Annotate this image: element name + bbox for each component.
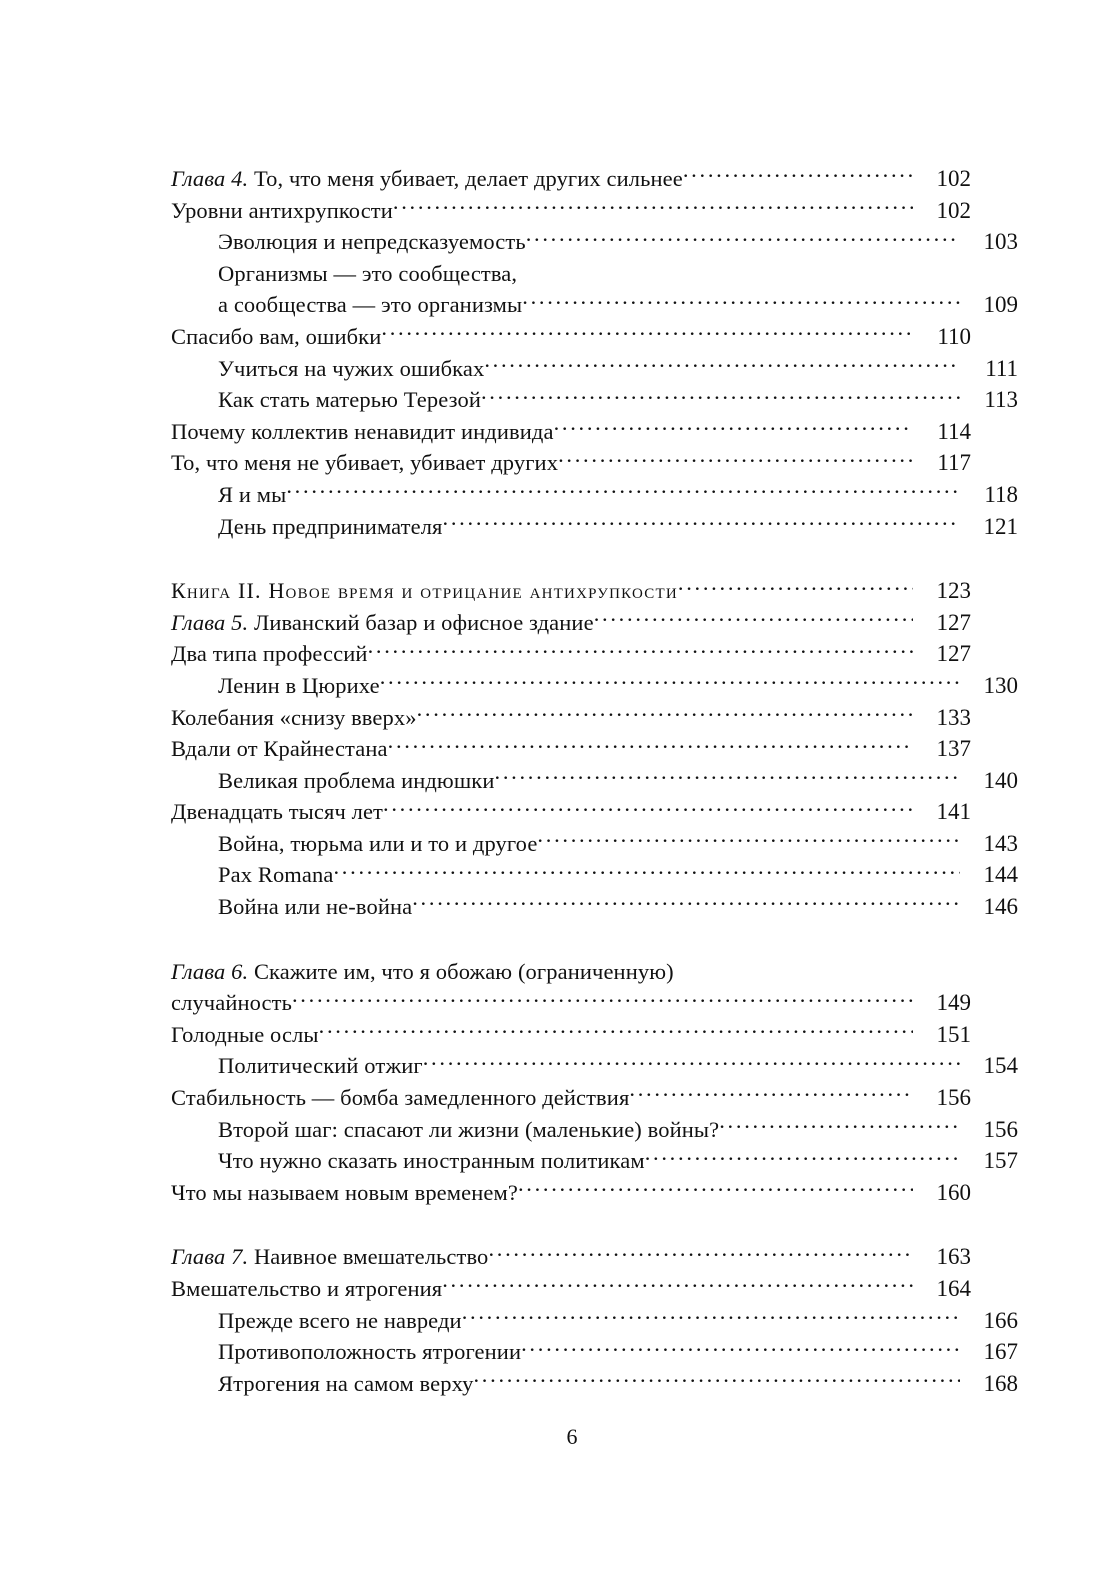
toc-entry[interactable] [171,289,1018,321]
toc-entry-title [218,1305,462,1337]
toc-entry[interactable] [171,447,971,479]
toc-dot-leader [521,1337,960,1360]
toc-entry[interactable] [171,195,971,227]
toc-dot-leader [381,321,913,344]
toc-entry-text: Книга II. Новое время и отрицание антихрупкости [171,578,678,604]
toc-entry[interactable] [171,1241,971,1273]
toc-dot-leader [558,448,913,471]
toc-entry-title [171,607,594,639]
toc-entry[interactable] [171,416,971,448]
toc-entry[interactable] [171,479,1018,511]
toc-entry-title [171,321,381,353]
toc-entry-title [218,891,412,923]
toc-dot-leader [393,195,913,218]
toc-entry-page-number: 157 [983,1148,1018,1174]
toc-entry-text: Голодные ослы [171,1021,319,1047]
toc-entry-page-number: 164 [936,1276,971,1301]
toc-dot-leader [292,988,913,1011]
toc-entry-title [171,575,678,607]
toc-entry[interactable] [171,1019,971,1051]
folio-number: 6 [566,1424,578,1449]
toc-entry-text: То, что меня не убивает, убивает других [171,450,559,476]
toc-entry-text: Второй шаг: спасают ли жизни (маленькие) войны? [218,1116,720,1142]
toc-dot-leader [683,164,913,187]
toc-entry-title [171,1082,629,1114]
toc-entry-page-number: 133 [936,704,971,730]
toc-dot-leader [380,670,960,693]
toc-dot-leader [473,1368,960,1391]
toc-dot-leader [423,1051,960,1074]
toc-entry-page-number: 160 [936,1179,971,1205]
toc-entry-text: То, что меня убивает, делает других сильнее [248,166,683,191]
toc-entry-chapter-label: Глава 7. [171,1244,249,1270]
toc-entry-page-number: 118 [984,481,1018,507]
toc-group-gap [171,1208,971,1241]
toc-entry[interactable] [171,353,1018,385]
toc-dot-leader [443,511,960,534]
toc-entry[interactable] [171,670,1018,702]
toc-entry-page-number: 166 [983,1307,1018,1333]
toc-entry-text: Ливанский базар и офисное здание [248,609,594,635]
toc-dot-leader [388,734,913,757]
toc-entry-page-number: 151 [936,1021,971,1047]
toc-entry-title [218,226,526,258]
toc-entry-title [218,765,495,797]
toc-entry-text: Противоположность ятрогении [218,1339,522,1365]
toc-entry[interactable] [171,1145,1018,1177]
toc-entry[interactable] [171,226,1018,258]
toc-group-gap [171,923,971,956]
toc-entry-text: Спасибо вам, ошибки [171,323,382,349]
toc-entry-page-number: 167 [983,1339,1018,1365]
toc-entry-text: Скажите им, что я обожаю (ограниченную) [248,958,674,984]
toc-entry-page-number: 156 [936,1085,971,1111]
toc-dot-leader [554,416,913,439]
toc-entry-page-number: 111 [985,355,1018,381]
toc-dot-leader [333,860,960,883]
toc-entry[interactable] [171,1177,971,1209]
toc-entry[interactable] [171,607,971,639]
toc-entry-title [218,1368,473,1400]
toc-entry-chapter-label: Глава 5. [171,609,249,635]
toc-entry-text: Ленин в Цюрихе [218,672,380,698]
toc-dot-leader [484,353,960,376]
toc-entry-title [218,1114,719,1146]
toc-dot-leader [383,797,913,820]
toc-entry-title [171,1177,518,1209]
toc-entry-chapter-label: Глава 6. [171,958,249,984]
toc-entry-text: а сообщества — это организмы [218,292,523,318]
toc-entry-text: Двенадцать тысяч лет [171,799,383,825]
toc-entry-text: Два типа профессий [171,641,368,667]
table-of-contents [171,163,1018,1399]
toc-entry-page-number: 149 [936,990,971,1016]
toc-entry[interactable] [171,796,971,828]
toc-entry[interactable] [171,1368,1018,1400]
toc-entry-page-number: 146 [983,894,1018,920]
toc-dot-leader [488,1242,913,1265]
toc-entry-page-number: 141 [936,799,971,825]
toc-entry-page-number: 143 [983,830,1018,856]
toc-entry[interactable] [171,859,1018,891]
toc-dot-leader [462,1305,960,1328]
toc-entry-page-number: 137 [936,736,971,762]
toc-entry-page-number: 121 [983,513,1018,539]
toc-entry-title [218,479,286,511]
toc-entry-title [218,859,333,891]
toc-entry-title [171,733,388,765]
toc-entry-title [218,289,522,321]
toc-entry[interactable] [171,384,1018,416]
toc-entry-page-number: 130 [983,672,1018,698]
toc-entry[interactable] [171,638,971,670]
toc-dot-leader [678,576,913,599]
toc-entry-title [218,1336,521,1368]
toc-entry-page-number: 109 [983,292,1018,318]
toc-dot-leader [537,828,960,851]
toc-dot-leader [522,290,960,313]
toc-entry-text: Эволюция и непредсказуемость [218,229,526,255]
toc-entry-page-number: 113 [984,387,1018,413]
toc-entry-title [171,1019,319,1051]
toc-dot-leader [368,639,913,662]
toc-entry-text: Великая проблема индюшки [218,767,495,793]
toc-entry-text: Вдали от Крайнестана [171,736,388,762]
toc-entry-text: Учиться на чужих ошибках [218,355,485,381]
toc-entry-text: Что нужно сказать иностранным политикам [218,1148,645,1174]
toc-entry[interactable] [171,321,971,353]
toc-entry-title [171,447,558,479]
toc-entry-page-number: 103 [983,229,1018,255]
toc-entry-title [171,1241,488,1273]
toc-group-gap [171,542,971,575]
toc-entry-text: Вмешательство и ятрогения [171,1276,443,1301]
toc-entry-text: Колебания «снизу вверх» [171,704,417,730]
toc-entry-title [218,511,443,543]
toc-entry-text: Война, тюрьма или и то и другое [218,830,538,856]
toc-entry-title [218,1050,423,1082]
toc-entry[interactable] [171,956,971,988]
toc-entry[interactable] [171,702,971,734]
toc-entry-text: Война или не-война [218,894,413,920]
toc-entry-page-number: 144 [983,862,1018,888]
toc-entry[interactable] [171,1273,971,1305]
toc-entry-title [171,702,417,734]
toc-entry[interactable] [171,575,971,607]
toc-entry-title [171,163,683,195]
toc-entry[interactable] [171,1305,1018,1337]
toc-dot-leader [412,892,960,915]
toc-dot-leader [594,607,913,630]
toc-entry-title [218,828,537,860]
toc-entry-title [171,956,674,988]
toc-entry[interactable] [171,765,1018,797]
toc-dot-leader [442,1274,913,1297]
toc-entry-page-number: 168 [983,1370,1018,1396]
toc-entry-text: Ятрогения на самом верху [218,1370,474,1396]
toc-entry-page-number: 114 [937,418,971,444]
toc-entry-title [218,353,484,385]
toc-dot-leader [481,385,960,408]
toc-entry-title [171,195,393,227]
toc-entry-title [218,258,517,290]
toc-entry-page-number: 156 [983,1116,1018,1142]
toc-entry-text: Стабильность — бомба замедленного действия [171,1085,630,1111]
toc-entry-title [218,670,380,702]
toc-entry[interactable] [171,1050,1018,1082]
toc-entry-page-number: 123 [936,578,971,604]
toc-entry-text: Наивное вмешательство [248,1244,489,1270]
toc-entry[interactable] [171,1114,1018,1146]
toc-entry-page-number: 110 [937,323,971,349]
toc-entry-title [218,384,481,416]
toc-dot-leader [629,1083,913,1106]
toc-entry-text: День предпринимателя [218,513,443,539]
toc-entry-text: Что мы называем новым временем? [171,1179,518,1205]
toc-entry-page-number: 127 [936,609,971,635]
toc-entry-title [171,416,554,448]
toc-entry-page-number: 127 [936,641,971,667]
toc-entry-page-number: 140 [983,767,1018,793]
toc-dot-leader [645,1146,960,1169]
toc-entry-title [171,796,383,828]
toc-entry-text: Почему коллектив ненавидит индивида [171,418,554,444]
toc-entry[interactable] [171,511,1018,543]
toc-entry[interactable] [171,163,971,195]
toc-entry-chapter-label: Глава 4. [171,166,249,191]
toc-entry-title [171,638,368,670]
toc-entry[interactable] [171,733,971,765]
toc-entry-text: Политический отжиг [218,1053,423,1079]
toc-dot-leader [495,765,961,788]
toc-entry-text: Организмы — это сообщества, [218,260,518,286]
toc-entry-page-number: 163 [936,1244,971,1270]
toc-dot-leader [719,1114,960,1137]
page-folio [0,1424,1100,1450]
toc-entry[interactable] [171,1082,971,1114]
toc-dot-leader [319,1019,913,1042]
toc-entry-text: Уровни антихрупкости [171,197,393,223]
toc-dot-leader [286,479,960,502]
toc-entry-page-number: 117 [937,450,971,476]
toc-entry-text: Прежде всего не навреди [218,1307,462,1333]
toc-entry[interactable] [171,987,971,1019]
toc-entry[interactable] [171,258,1018,290]
toc-entry[interactable] [171,828,1018,860]
toc-dot-leader [518,1177,913,1200]
toc-dot-leader [526,227,960,250]
toc-entry-text: Как стать матерью Терезой [218,387,481,413]
toc-entry-title [218,1145,645,1177]
toc-entry[interactable] [171,1336,1018,1368]
toc-entry-text: Pax Romana [218,862,334,888]
toc-entry-title [171,1273,442,1305]
toc-entry-page-number: 102 [936,166,971,191]
toc-entry-text: Я и мы [218,481,287,507]
toc-entry[interactable] [171,891,1018,923]
toc-entry-page-number: 102 [936,197,971,223]
toc-entry-text: случайность [171,990,292,1016]
toc-entry-title [171,987,292,1019]
toc-dot-leader [417,702,913,725]
toc-entry-page-number: 154 [983,1053,1018,1079]
